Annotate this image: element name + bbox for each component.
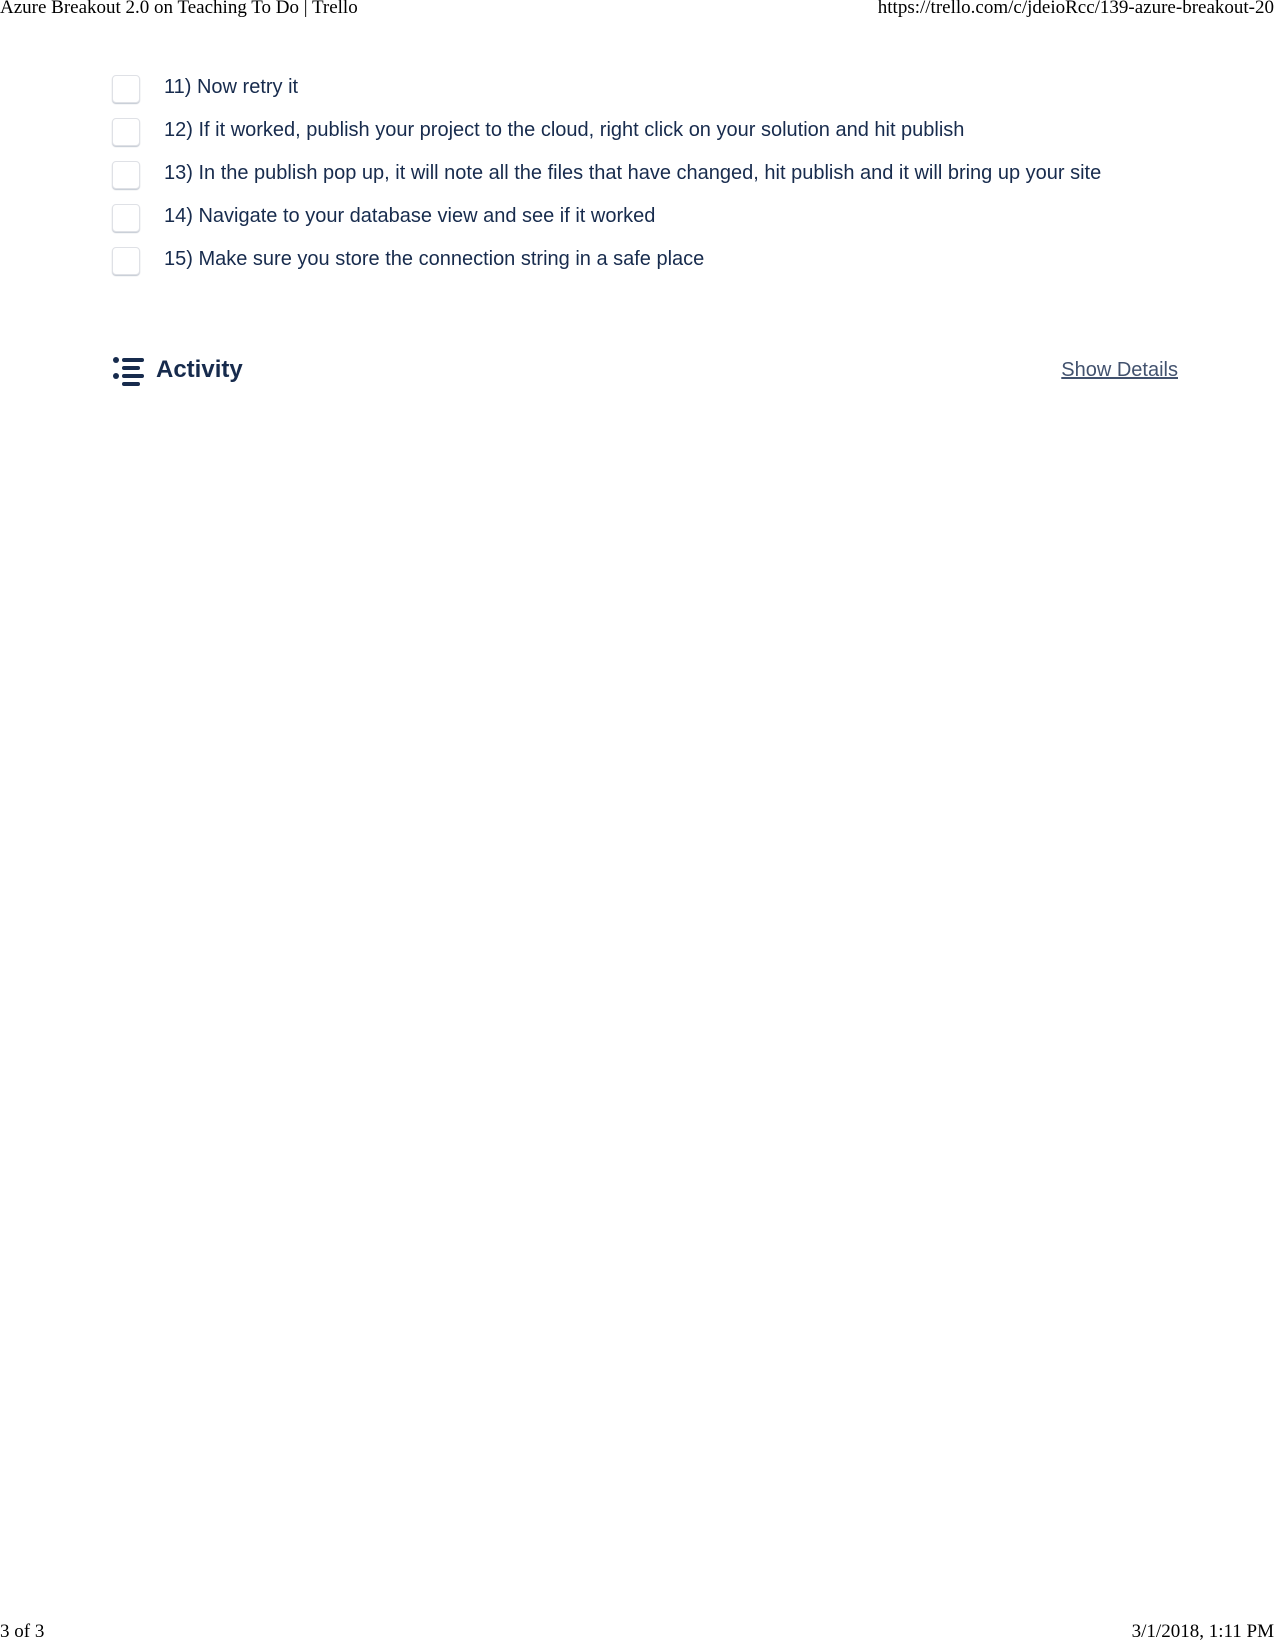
- checklist-item-label[interactable]: 14) Navigate to your database view and see if it worked: [164, 205, 656, 227]
- print-timestamp: 3/1/2018, 1:11 PM: [1131, 1622, 1274, 1642]
- print-page-title: Azure Breakout 2.0 on Teaching To Do | Trello: [0, 0, 358, 18]
- checklist-item-label[interactable]: 11) Now retry it: [164, 76, 299, 98]
- activity-list-icon: [112, 356, 146, 386]
- checklist-item-checkbox[interactable]: [112, 118, 140, 146]
- checklist-item-checkbox[interactable]: [112, 75, 140, 103]
- print-page-number: 3 of 3: [0, 1621, 45, 1642]
- checklist-item-checkbox[interactable]: [112, 247, 140, 275]
- checklist-item: [112, 117, 1178, 146]
- print-footer: [0, 1622, 1274, 1644]
- checklist-item: [112, 74, 1178, 103]
- checklist-item: [112, 203, 1178, 232]
- activity-section-header: [112, 353, 1178, 389]
- checklist-item-checkbox[interactable]: [112, 161, 140, 189]
- checklist-item-label[interactable]: 12) If it worked, publish your project to the cloud, right click on your solution and hit publish: [164, 119, 965, 141]
- checklist-item: [112, 246, 1178, 275]
- show-details-link[interactable]: Show Details: [1061, 359, 1178, 381]
- print-page-url: https://trello.com/c/jdeioRcc/139-azure-breakout-20: [877, 0, 1274, 18]
- checklist-item-checkbox[interactable]: [112, 204, 140, 232]
- activity-title: Activity: [156, 356, 243, 383]
- checklist-item-label[interactable]: 15) Make sure you store the connection string in a safe place: [164, 248, 705, 270]
- print-header: [0, 0, 1274, 20]
- checklist-item: [112, 160, 1178, 189]
- checklist: [112, 74, 1178, 289]
- checklist-item-label[interactable]: 13) In the publish pop up, it will note all the files that have changed, hit publish and it will bring up your site: [164, 162, 1102, 184]
